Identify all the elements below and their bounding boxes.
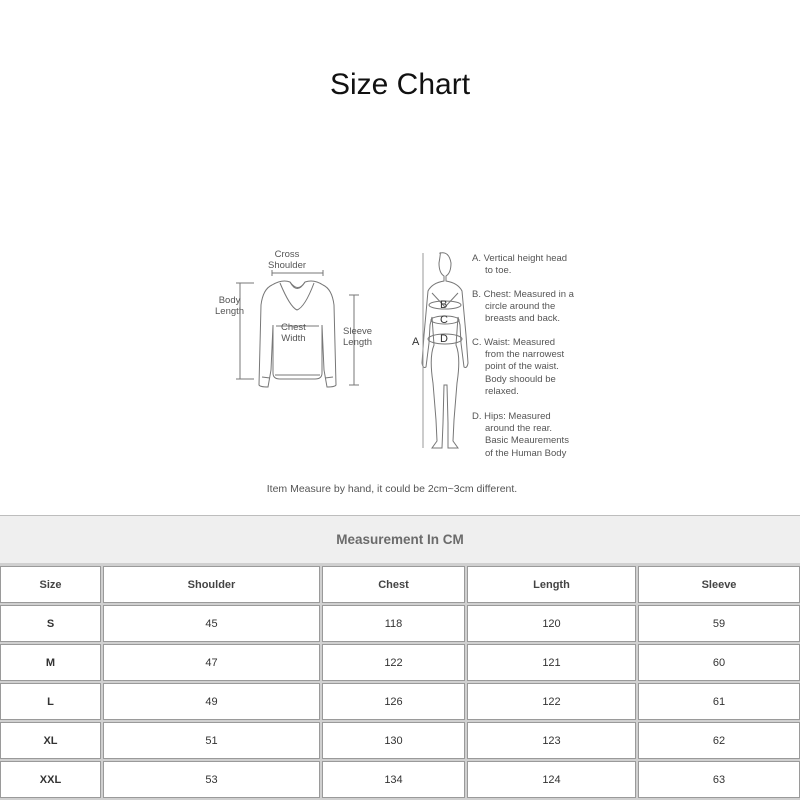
table-cell-size: S — [0, 605, 101, 642]
marker-c: C — [440, 314, 448, 326]
table-cell: 62 — [638, 722, 800, 759]
table-cell: 124 — [467, 761, 636, 798]
table-cell: 123 — [467, 722, 636, 759]
table-cell-size: XXL — [0, 761, 101, 798]
table-cell: 53 — [103, 761, 320, 798]
desc-b: B. Chest: Measured in a circle around the breasts and back. — [472, 289, 574, 325]
desc-d: D. Hips: Measured around the rear. Basic Meaurements of the Human Body — [472, 411, 569, 459]
table-cell: 126 — [322, 683, 465, 720]
table-cell-size: M — [0, 644, 101, 681]
size-table — [0, 515, 800, 800]
table-cell: 134 — [322, 761, 465, 798]
page-title: Size Chart — [329, 68, 471, 101]
table-cell: 122 — [322, 644, 465, 681]
table-cell-size: XL — [0, 722, 101, 759]
measurement-diagram — [210, 245, 590, 470]
col-header-length: Length — [467, 566, 636, 603]
table-cell: 63 — [638, 761, 800, 798]
marker-b: B — [440, 299, 448, 311]
col-header-shoulder: Shoulder — [103, 566, 320, 603]
sleeve-length-label: Sleeve Length — [343, 326, 373, 348]
table-cell: 120 — [467, 605, 636, 642]
table-cell: 122 — [467, 683, 636, 720]
desc-a: A. Vertical height head to toe. — [472, 253, 568, 277]
table-cell: 49 — [103, 683, 320, 720]
col-header-chest: Chest — [322, 566, 465, 603]
table-cell: 60 — [638, 644, 800, 681]
chest-width-label: Chest Width — [281, 322, 306, 344]
table-cell: 61 — [638, 683, 800, 720]
cross-shoulder-label: Cross Shoulder — [268, 249, 307, 271]
table-caption: Measurement In CM — [0, 515, 800, 563]
table-cell: 47 — [103, 644, 320, 681]
body-length-label: Body Length — [215, 295, 245, 317]
table-cell: 121 — [467, 644, 636, 681]
table-cell: 59 — [638, 605, 800, 642]
col-header-sleeve: Sleeve — [638, 566, 800, 603]
table-cell: 130 — [322, 722, 465, 759]
table-cell: 51 — [103, 722, 320, 759]
measure-note: Item Measure by hand, it could be 2cm~3cm different. — [266, 483, 518, 495]
table-cell: 45 — [103, 605, 320, 642]
col-header-size: Size — [0, 566, 101, 603]
marker-a: A — [412, 336, 420, 348]
table-cell-size: L — [0, 683, 101, 720]
body-outline — [422, 253, 468, 448]
desc-c: C. Waist: Measured from the narrowest point of the waist. Body shoould be relaxed. — [472, 337, 565, 397]
table-cell: 118 — [322, 605, 465, 642]
marker-d: D — [440, 333, 448, 345]
